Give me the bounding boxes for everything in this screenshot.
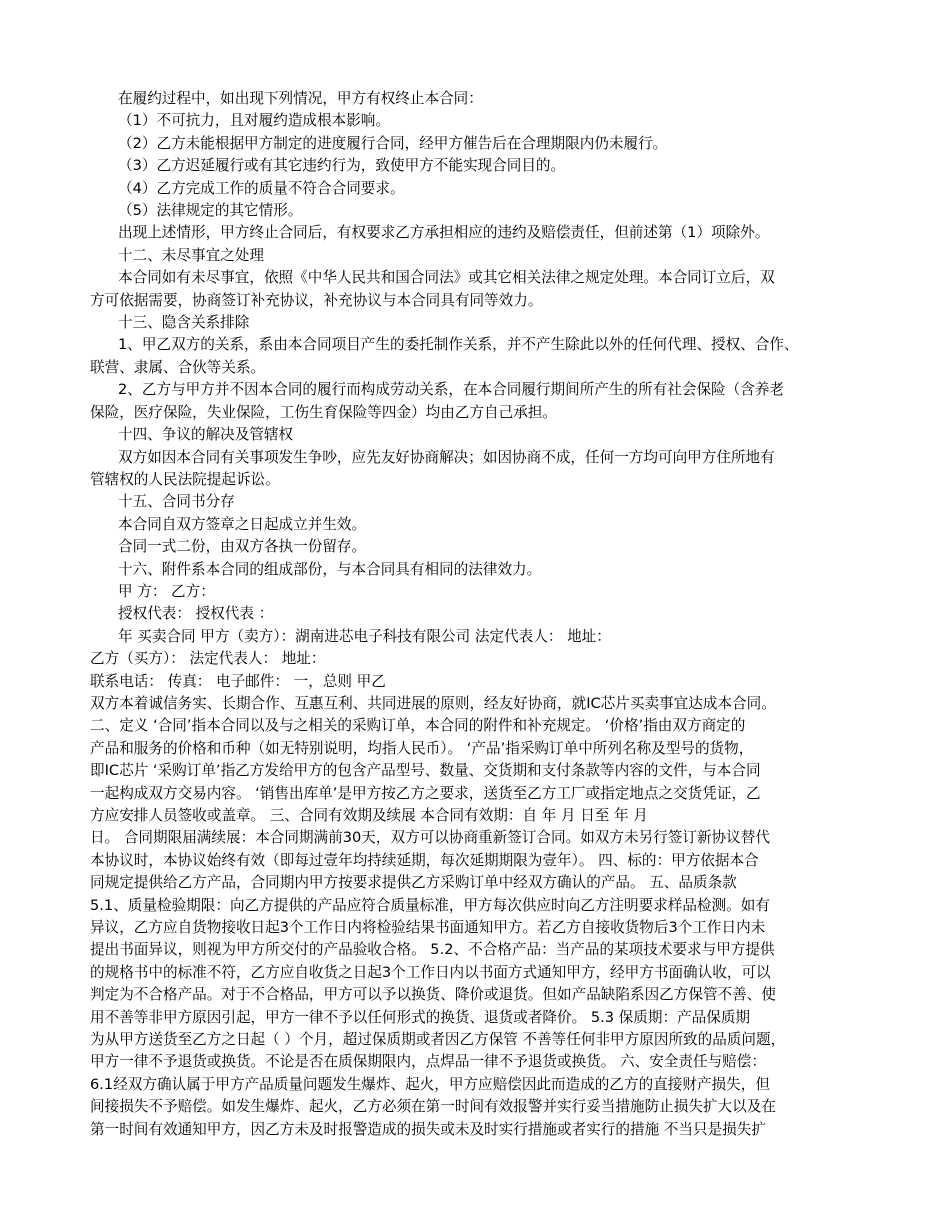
document-line: 方可依据需要，协商签订补充协议，补充协议与本合同具有同等效力。 xyxy=(90,291,543,309)
document-line: （2）乙方未能根据甲方制定的进度履行合同，经甲方催告后在合理期限内仍未履行。 xyxy=(118,134,668,152)
document-line: （3）乙方迟延履行或有其它违约行为，致使甲方不能实现合同目的。 xyxy=(118,157,566,175)
document-line: （4）乙方完成工作的质量不符合合同要求。 xyxy=(118,179,405,197)
document-line: 方应安排人员签收或盖章。 三、合同有效期及续展 本合同有效期：自 年 月 日至 年 月 xyxy=(90,807,648,824)
document-line: 合同一式二份，由双方各执一份留存。 xyxy=(118,538,367,556)
document-line: 第一时间有效通知甲方，因乙方未及时报警造成的损失或未及时实行措施或者实行的措施 不当只是损失扩 xyxy=(90,1120,766,1138)
document-line: 用不善等非甲方原因引起，甲方一律不予以任何形式的换货、退货或者降价。 5.3 保质期：产品保质期 xyxy=(90,1008,751,1026)
document-line: 的规格书中的标准不符，乙方应自收货之日起3个工作日内以书面方式通知甲方，经甲方书面确认收，可以 xyxy=(90,963,771,981)
document-line: 十六、附件系本合同的组成部份，与本合同具有相同的法律效力。 xyxy=(118,560,542,578)
document-line: 1、甲乙双方的关系，系由本合同项目产生的委托制作关系，并不产生除此以外的任何代理、授权、合作、 xyxy=(118,336,799,354)
document-line: 甲方一律不予退货或换货。不论是否在质保期限内，点焊品一律不予退货或换货。 六、安全责任与赔偿： xyxy=(90,1053,766,1071)
document-line: 双方如因本合同有关事项发生争吵，应先友好协商解决；如因协商不成，任何一方均可向甲方住所地有 xyxy=(118,448,775,466)
document-line: 十三、隐含关系排除 xyxy=(118,314,250,332)
document-line: 本协议时，本协议始终有效（即每过壹年均持续延期，每次延期期限为壹年）。 四、标的：甲方依据本合 xyxy=(90,851,759,869)
document-line: 双方本着诚信务实、长期合作、互惠互利、共同进展的原则，经友好协商，就IC芯片买卖事宜达成本合同。 xyxy=(90,694,776,712)
document-line: 即IC芯片 ‘采购订单’指乙方发给甲方的包含产品型号、数量、交货期和支付条款等内容的文件，与本合同 xyxy=(90,762,761,780)
document-line: 判定为不合格产品。对于不合格品，甲方可以予以换货、降价或退货。但如产品缺陷系因乙方保管不善、使 xyxy=(90,986,776,1004)
document-line: 日。 合同期限届满续展：本合同期满前30天，双方可以协商重新签订合同。如双方未另行签订新协议替代 xyxy=(90,829,770,847)
document-line: 本合同如有未尽事宜，依照《中华人民共和国合同法》或其它相关法律之规定处理。本合同订立后，双 xyxy=(118,269,775,287)
document-line: 联系电话： 传真： 电子邮件： 一，总则 甲乙 xyxy=(90,672,386,690)
document-line: 乙方（买方）： 法定代表人： 地址： xyxy=(90,650,326,668)
document-line: 异议，乙方应自货物接收日起3个工作日内将检验结果书面通知甲方。若乙方自接收货物后3个工作日内未 xyxy=(90,919,766,937)
document-line: （1）不可抗力，且对履约造成根本影响。 xyxy=(118,112,390,130)
document-line: 间接损失不予赔偿。如发生爆炸、起火，乙方必须在第一时间有效报警并实行妥当措施防止损失扩大以及在 xyxy=(90,1098,776,1116)
document-line: 保险，医疗保险，失业保险，工伤生育保险等四金）均由乙方自己承担。 xyxy=(90,403,558,421)
contract-text-body xyxy=(90,88,880,1141)
document-line: 6.1经双方确认属于甲方产品质量问题发生爆炸、起火，甲方应赔偿因此而造成的乙方的直接财产损失，但 xyxy=(90,1075,770,1093)
document-line: 产品和服务的价格和币种（如无特别说明，均指人民币）。 ‘产品’指采购订单中所列名称及型号的货物， xyxy=(90,739,754,757)
document-line: 提出书面异议，则视为甲方所交付的产品验收合格。 5.2、不合格产品：当产品的某项技术要求与甲方提供 xyxy=(90,941,775,959)
document-line: （5）法律规定的其它情形。 xyxy=(118,202,303,220)
document-line: 授权代表： 授权代表 ： xyxy=(118,605,274,623)
document-line: 2、乙方与甲方并不因本合同的履行而构成劳动关系，在本合同履行期间所产生的所有社会保险（含养老 xyxy=(118,381,785,399)
document-line: 同规定提供给乙方产品，合同期内甲方按要求提供乙方采购订单中经双方确认的产品。 五、品质条款 xyxy=(90,874,737,892)
document-line: 十五、合同书分存 xyxy=(118,493,235,511)
document-line: 十四、争议的解决及管辖权 xyxy=(118,426,294,444)
document-line: 年 买卖合同 甲方（卖方）：湖南进芯电子科技有限公司 法定代表人： 地址： xyxy=(118,627,611,645)
document-line: 管辖权的人民法院提起诉讼。 xyxy=(90,470,280,488)
document-line: 为从甲方送货至乙方之日起（ ）个月，超过保质期或者因乙方保管 不善等任何非甲方原因所致的品质问题， xyxy=(90,1031,786,1049)
document-line: 本合同自双方签章之日起成立并生效。 xyxy=(118,515,367,533)
document-line: 一起构成双方交易内容。 ‘销售出库单’是甲方按乙方之要求，送货至乙方工厂或指定地点之交货凭证，乙 xyxy=(90,784,761,802)
document-line: 5.1、质量检验期限：向乙方提供的产品应符合质量标准，甲方每次供应时向乙方注明要求样品检测。如有 xyxy=(90,896,770,914)
document-line: 二、定义 ‘合同’指本合同以及与之相关的采购订单，本合同的附件和补充规定。 ‘价格’指由双方商定的 xyxy=(90,717,746,735)
document-line: 甲 方： 乙方： xyxy=(118,582,215,600)
document-line: 在履约过程中，如出现下列情况，甲方有权终止本合同： xyxy=(118,90,483,107)
document-line: 十二、未尽事宜之处理 xyxy=(118,246,264,264)
document-line: 出现上述情形，甲方终止合同后，有权要求乙方承担相应的违约及赔偿责任，但前述第（1）项除外。 xyxy=(118,224,770,242)
document-line: 联营、隶属、合伙等关系。 xyxy=(90,358,266,376)
